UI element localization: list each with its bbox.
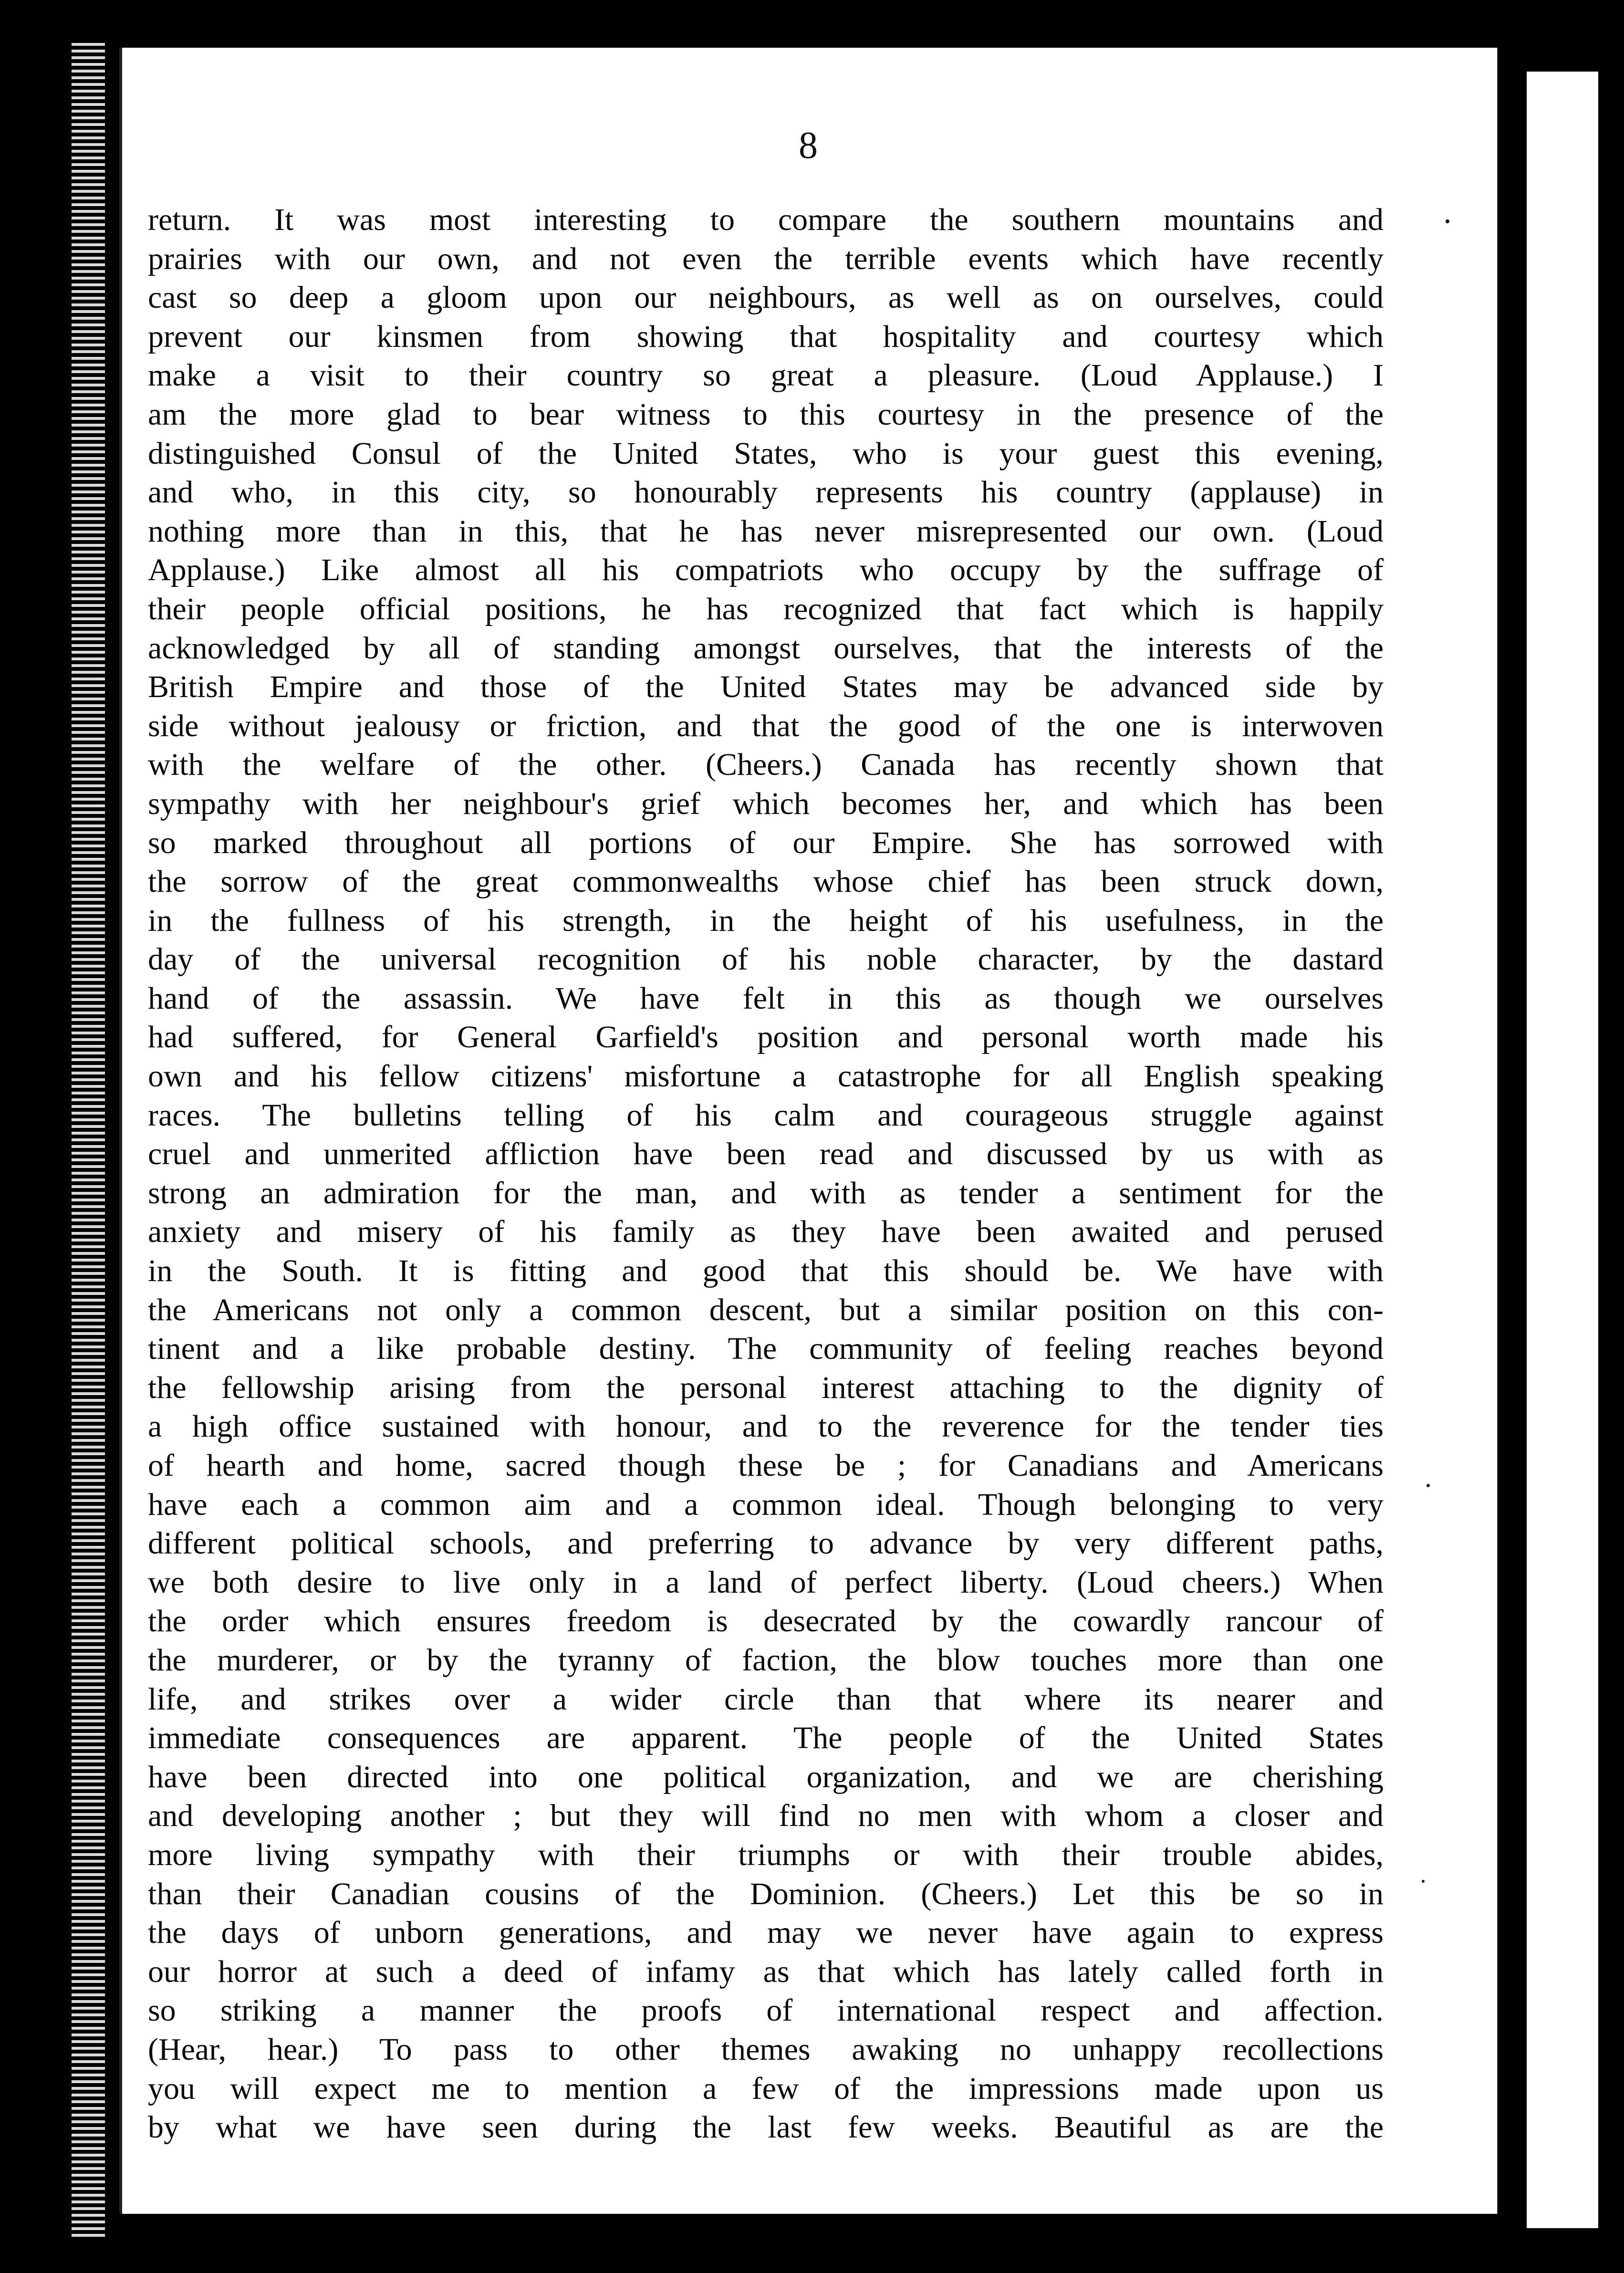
document-page [119,48,1498,2214]
text-line: the sorrow of the great commonwealths whose chief has been struck down, [148,864,1384,899]
binding-edge [72,43,105,2238]
text-line: immediate consequences are apparent. The people of the United States [148,1720,1384,1756]
text-line: the order which ensures freedom is desecrated by the cowardly rancour of [148,1604,1384,1639]
text-line: you will expect me to mention a few of the impressions made upon us [148,2071,1384,2106]
text-line: prevent our kinsmen from showing that hospitality and courtesy which [148,319,1384,354]
scan-speck [1426,1484,1430,1487]
text-line: had suffered, for General Garfield's position and personal worth made his [148,1020,1384,1055]
text-line: so striking a manner the proofs of international respect and affection. [148,1993,1384,2028]
text-line: their people official positions, he has recognized that fact which is happily [148,591,1384,626]
text-line: by what we have seen during the last few weeks. Beautiful as are the [148,2110,1384,2145]
text-line: side without jealousy or friction, and that the good of the one is interwoven [148,708,1384,743]
text-line: the Americans not only a common descent, but a similar position on this con- [148,1292,1384,1327]
text-line: different political schools, and preferring to advance by very different paths, [148,1526,1384,1561]
text-line: hand of the assassin. We have felt in this as though we ourselves [148,980,1384,1016]
text-line: the days of unborn generations, and may we never have again to express [148,1915,1384,1950]
text-line: a high office sustained with honour, and to the reverence for the tender ties [148,1409,1384,1444]
text-line: make a visit to their country so great a pleasure. (Loud Applause.) I [148,358,1384,393]
text-line: sympathy with her neighbour's grief which becomes her, and which has been [148,786,1384,821]
page-number: 8 [799,125,819,167]
text-line: Applause.) Like almost all his compatriots who occupy by the suffrage of [148,553,1384,588]
text-line: so marked throughout all portions of our Empire. She has sorrowed with [148,825,1384,860]
text-line: cast so deep a gloom upon our neighbours, as well as on ourselves, could [148,280,1384,315]
text-line: in the South. It is fitting and good that this should be. We have with [148,1253,1384,1289]
text-line: we both desire to live only in a land of perfect liberty. (Loud cheers.) When [148,1564,1384,1600]
text-line: acknowledged by all of standing amongst ourselves, that the interests of the [148,630,1384,666]
text-line: tinent and a like probable destiny. The community of feeling reaches beyond [148,1331,1384,1366]
text-line: strong an admiration for the man, and with as tender a sentiment for the [148,1175,1384,1210]
text-line: life, and strikes over a wider circle than that where its nearer and [148,1681,1384,1717]
text-line: in the fullness of his strength, in the height of his usefulness, in the [148,903,1384,938]
text-line: with the welfare of the other. (Cheers.) Canada has recently shown that [148,747,1384,782]
scan-speck [1422,1880,1425,1883]
text-line: (Hear, hear.) To pass to other themes awaking no unhappy recollections [148,2032,1384,2067]
text-line: of hearth and home, sacred though these be ; for Canadians and Americans [148,1448,1384,1483]
text-line: more living sympathy with their triumphs or with their trouble abides, [148,1837,1384,1872]
text-line: the fellowship arising from the personal interest attaching to the dignity of [148,1370,1384,1405]
text-line: the murderer, or by the tyranny of faction, the blow touches more than one [148,1642,1384,1678]
text-line: and who, in this city, so honourably represents his country (applause) in [148,475,1384,510]
text-line: and developing another ; but they will find no men with whom a closer and [148,1798,1384,1834]
text-line: cruel and unmerited affliction have been read and discussed by us with as [148,1136,1384,1172]
text-line: own and his fellow citizens' misfortune a catastrophe for all English speaking [148,1059,1384,1094]
text-line: return. It was most interesting to compare the southern mountains and [148,202,1384,237]
text-line: am the more glad to bear witness to this courtesy in the presence of the [148,396,1384,432]
text-line: distinguished Consul of the United States, who is your guest this evening, [148,436,1384,471]
text-line: anxiety and misery of his family as they have been awaited and perused [148,1214,1384,1250]
body-text [148,200,1384,2147]
text-line: day of the universal recognition of his noble character, by the dastard [148,942,1384,977]
text-line: than their Canadian cousins of the Dominion. (Cheers.) Let this be so in [148,1876,1384,1911]
text-line: have been directed into one political organization, and we are cherishing [148,1759,1384,1794]
adjacent-page-edge [1527,72,1598,2228]
text-line: prairies with our own, and not even the terrible events which have recently [148,241,1384,276]
scan-speck [1446,219,1449,223]
text-line: races. The bulletins telling of his calm and courageous struggle against [148,1097,1384,1133]
text-line: have each a common aim and a common ideal. Though belonging to very [148,1487,1384,1522]
text-line: our horror at such a deed of infamy as that which has lately called forth in [148,1954,1384,1989]
text-line: British Empire and those of the United States may be advanced side by [148,669,1384,705]
text-line: nothing more than in this, that he has never misrepresented our own. (Loud [148,513,1384,549]
